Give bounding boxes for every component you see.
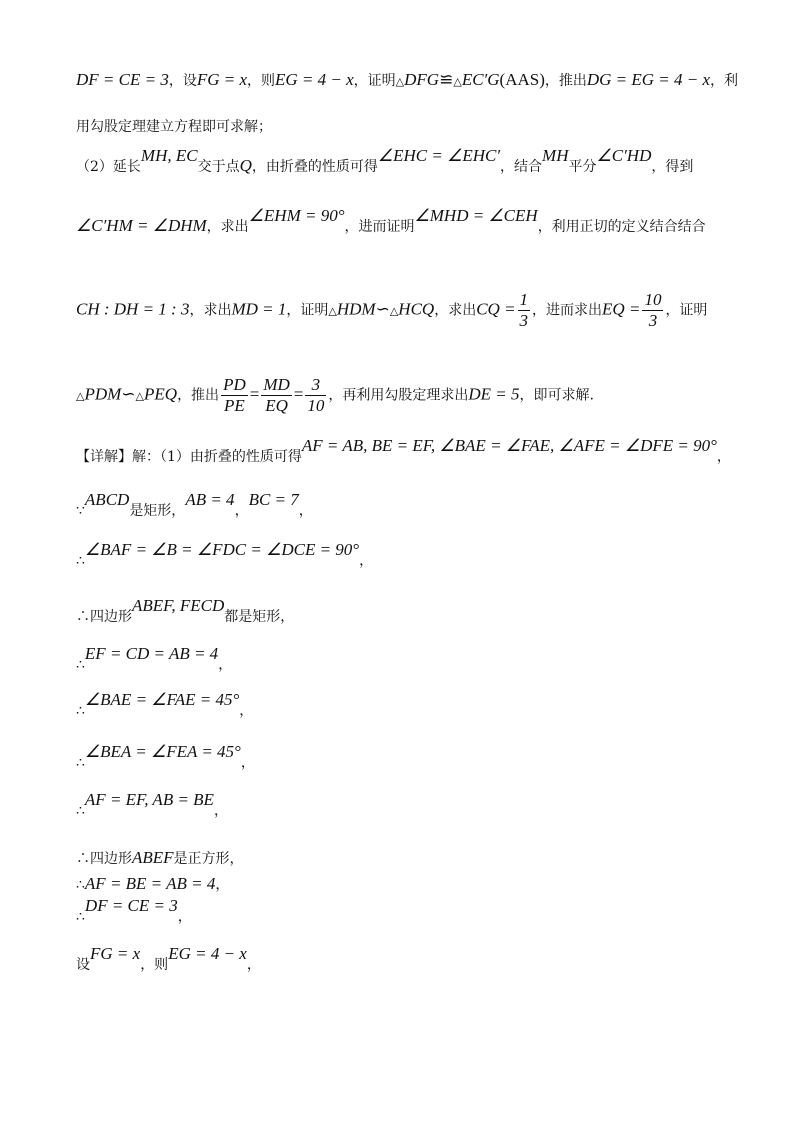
math-expression: MH, EC bbox=[140, 146, 198, 165]
math-symbol: ∽ bbox=[121, 384, 136, 404]
math-expression: FG = x bbox=[90, 944, 141, 963]
math-symbol: = bbox=[249, 384, 260, 404]
math-expression: ∠MHD = ∠CEH bbox=[414, 206, 538, 225]
body-text: 是矩形， bbox=[129, 503, 186, 519]
line-8 bbox=[76, 490, 313, 520]
math-expression: ∠BAE = ∠FAE = 45° bbox=[84, 690, 240, 709]
body-text: 平分 bbox=[568, 159, 597, 175]
math-expression: EQ = bbox=[602, 299, 641, 319]
math-expression: HCQ bbox=[398, 299, 435, 319]
body-text: ， bbox=[213, 803, 228, 819]
body-text: ，则 bbox=[140, 957, 169, 973]
body-text: ，求出 bbox=[206, 219, 249, 235]
fraction-numerator: MD bbox=[263, 375, 290, 394]
line-3 bbox=[76, 146, 694, 176]
body-text: ∴ bbox=[76, 703, 85, 719]
body-text: ，证明 bbox=[286, 302, 329, 319]
math-expression: CQ = bbox=[476, 299, 516, 319]
body-text: ，得到 bbox=[651, 159, 694, 175]
math-expression: AF = EF, AB = BE bbox=[84, 790, 214, 809]
math-expression: MH bbox=[542, 146, 569, 165]
math-symbol: ∽ bbox=[375, 299, 390, 319]
fraction bbox=[305, 375, 326, 416]
body-text: ，再利用勾股定理求出 bbox=[328, 387, 469, 404]
line-15 bbox=[76, 848, 244, 868]
math-expression: EG = 4 − x bbox=[275, 70, 354, 89]
math-expression: AF = AB, BE = EF, ∠BAE = ∠FAE, ∠AFE = ∠DFE = 90° bbox=[301, 436, 717, 455]
body-text: （2）延长 bbox=[76, 159, 141, 175]
math-expression: DF = CE = 3 bbox=[76, 70, 169, 89]
math-expression: ABEF, FECD bbox=[132, 596, 225, 615]
body-text: ，求出 bbox=[189, 302, 232, 319]
math-expression: ∠BAF = ∠B = ∠FDC = ∠DCE = 90° bbox=[84, 540, 360, 559]
body-text: ，进而证明 bbox=[344, 219, 415, 235]
fraction-numerator: 1 bbox=[519, 290, 529, 309]
body-text: ，利 bbox=[710, 73, 739, 89]
math-expression: AB = 4 bbox=[185, 490, 235, 509]
body-text: ，设 bbox=[168, 73, 197, 89]
line-7 bbox=[76, 436, 731, 466]
math-expression: ∠C′HM = ∠DHM bbox=[76, 216, 207, 235]
math-expression: EF = CD = AB = 4 bbox=[84, 644, 219, 663]
math-expression: ∠C′HD bbox=[596, 146, 652, 165]
math-expression: Q bbox=[239, 156, 252, 175]
body-text: ，求出 bbox=[434, 302, 477, 319]
body-text: ，则 bbox=[247, 73, 276, 89]
body-text: ∴ bbox=[76, 877, 85, 893]
math-expression: EG = 4 − x bbox=[168, 944, 247, 963]
math-expression: PDM bbox=[84, 384, 122, 404]
body-text: ， bbox=[177, 909, 192, 925]
body-text: ，即可求解. bbox=[519, 387, 594, 404]
body-text: ，推出 bbox=[177, 387, 220, 404]
line-9 bbox=[76, 540, 374, 570]
body-text: ，由折叠的性质可得 bbox=[251, 159, 378, 175]
line-1 bbox=[76, 70, 738, 90]
math-expression: DF = CE = 3 bbox=[84, 896, 178, 915]
triangle-symbol: △ bbox=[135, 389, 145, 403]
line-6 bbox=[76, 375, 594, 416]
fraction bbox=[221, 375, 248, 416]
fraction-numerator: 10 bbox=[644, 290, 662, 309]
fraction-denominator: 10 bbox=[307, 396, 325, 415]
math-expression: ABCD bbox=[84, 490, 130, 509]
math-expression: EC′G bbox=[461, 70, 500, 89]
body-text: ， bbox=[716, 449, 731, 465]
body-text: ， bbox=[359, 553, 374, 569]
line-18 bbox=[76, 944, 261, 974]
math-expression: ∠BEA = ∠FEA = 45° bbox=[84, 742, 241, 761]
body-text: 是正方形， bbox=[173, 851, 244, 867]
line-14 bbox=[76, 790, 228, 820]
body-text: ，进而求出 bbox=[532, 302, 603, 319]
body-text: 交于点 bbox=[197, 159, 240, 175]
math-symbol: (AAS) bbox=[499, 70, 545, 89]
math-expression: DE = 5 bbox=[468, 384, 520, 404]
fraction bbox=[642, 290, 663, 331]
body-text: ， bbox=[239, 703, 254, 719]
fraction-denominator: EQ bbox=[265, 396, 288, 415]
body-text: 设 bbox=[76, 957, 90, 973]
line-2 bbox=[76, 116, 272, 136]
triangle-symbol: △ bbox=[389, 304, 399, 318]
body-text: ， bbox=[234, 503, 249, 519]
body-text: ，利用正切的定义结合结合 bbox=[537, 219, 706, 235]
triangle-symbol: △ bbox=[328, 304, 337, 318]
body-text: ∴四边形 bbox=[76, 609, 132, 625]
body-text: ∴ bbox=[76, 553, 85, 569]
body-text: 用勾股定理建立方程即可求解； bbox=[76, 119, 272, 135]
body-text: ∴ bbox=[76, 657, 85, 673]
fraction-numerator: PD bbox=[223, 375, 246, 394]
fraction-denominator: 3 bbox=[519, 311, 529, 330]
body-text: ，证明 bbox=[665, 302, 708, 319]
math-symbol: ≌ bbox=[439, 70, 454, 89]
fraction-numerator: 3 bbox=[305, 375, 326, 396]
math-expression: FG = x bbox=[196, 70, 248, 89]
line-10 bbox=[76, 596, 295, 626]
body-text: ， bbox=[298, 503, 313, 519]
math-expression: DFG bbox=[404, 70, 440, 89]
line-17 bbox=[76, 896, 192, 926]
body-text: ∴ bbox=[76, 803, 85, 819]
fraction-denominator: 3 bbox=[648, 311, 658, 330]
body-text: 【详解】解：（1）由折叠的性质可得 bbox=[76, 449, 302, 465]
body-text: ，证明 bbox=[353, 73, 396, 89]
math-expression: HDM bbox=[336, 299, 376, 319]
body-text: ∴四边形 bbox=[76, 851, 132, 867]
body-text: ∵ bbox=[76, 503, 85, 519]
line-5 bbox=[76, 290, 707, 331]
math-expression: MD = 1 bbox=[231, 299, 287, 319]
triangle-symbol: △ bbox=[76, 389, 85, 403]
body-text: ， bbox=[240, 755, 255, 771]
fraction-denominator: PE bbox=[224, 396, 245, 415]
body-text: 都是矩形， bbox=[224, 609, 295, 625]
line-4 bbox=[76, 206, 706, 236]
fraction bbox=[518, 290, 531, 331]
body-text: ∴ bbox=[76, 755, 85, 771]
body-text: ， bbox=[246, 957, 261, 973]
body-text: ， bbox=[218, 657, 233, 673]
line-13 bbox=[76, 742, 255, 772]
body-text: ，结合 bbox=[500, 159, 543, 175]
triangle-symbol: △ bbox=[453, 75, 462, 88]
math-symbol: = bbox=[293, 384, 304, 404]
triangle-symbol: △ bbox=[395, 75, 405, 88]
line-12 bbox=[76, 690, 254, 720]
body-text: ， bbox=[215, 877, 230, 893]
line-16 bbox=[76, 874, 229, 894]
math-expression: DG = EG = 4 − x bbox=[586, 70, 711, 89]
fraction bbox=[261, 375, 291, 416]
math-expression: BC = 7 bbox=[248, 490, 299, 509]
math-expression: CH : DH = 1 : 3 bbox=[76, 299, 190, 319]
line-11 bbox=[76, 644, 233, 674]
math-expression: ABEF bbox=[132, 848, 174, 867]
body-text: ∴ bbox=[76, 909, 85, 925]
math-expression: ∠EHC = ∠EHC′ bbox=[377, 146, 501, 165]
math-expression: ∠EHM = 90° bbox=[248, 206, 345, 225]
math-expression: PEQ bbox=[144, 384, 178, 404]
math-expression: AF = BE = AB = 4 bbox=[84, 874, 216, 893]
body-text: ，推出 bbox=[544, 73, 587, 89]
